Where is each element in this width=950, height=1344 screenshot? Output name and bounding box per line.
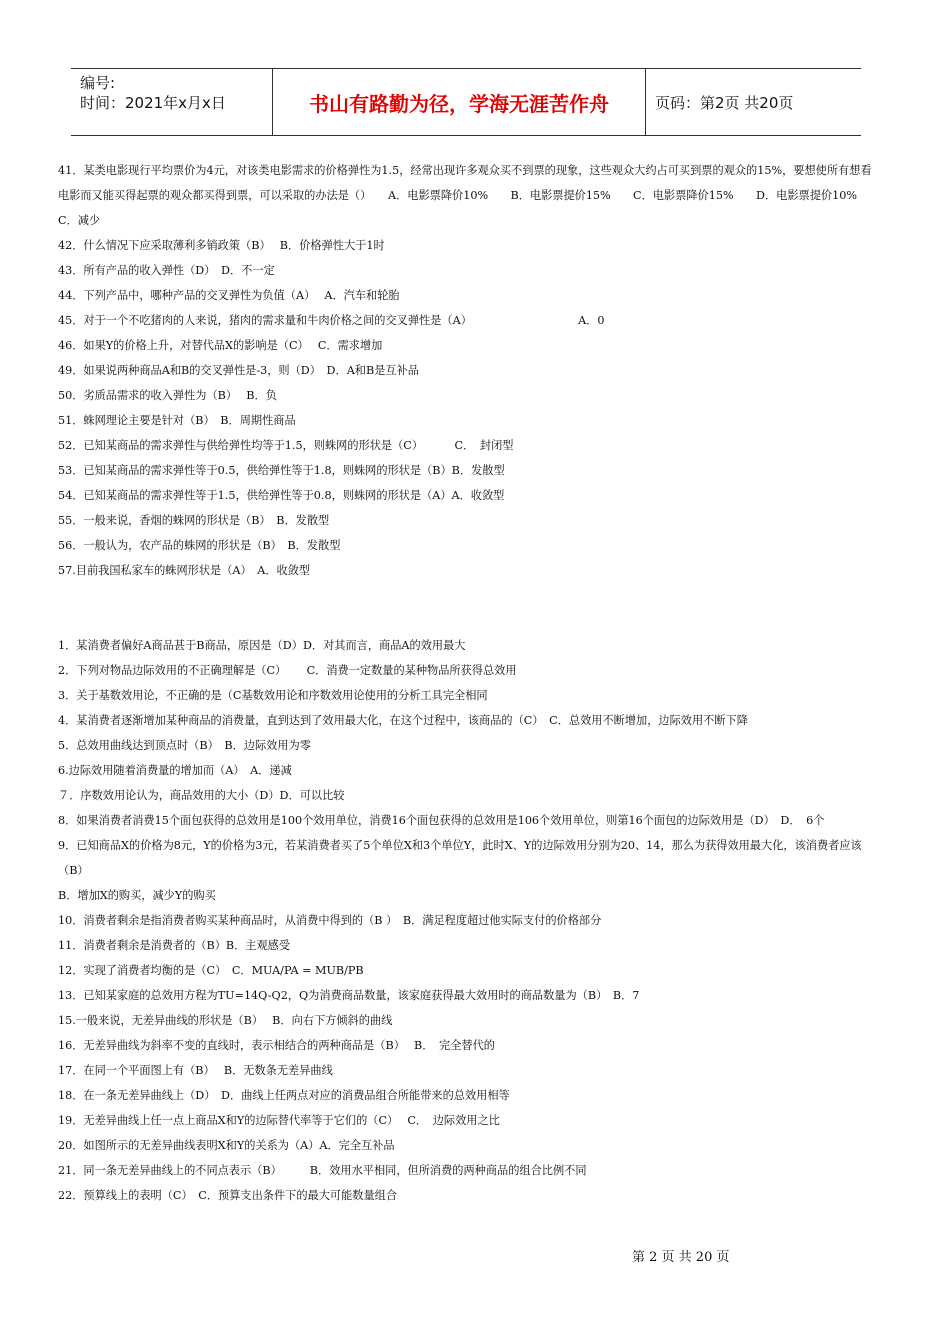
question-item: 55．一般来说，香烟的蛛网的形状是（B） B．发散型 [58,514,330,527]
question-item: 43．所有产品的收入弹性（D） D．不一定 [58,264,275,277]
question-item: ７．序数效用论认为，商品效用的大小（D）D．可以比较 [58,789,345,802]
header-info [71,69,273,135]
question-item: 45．对于一个不吃猪肉的人来说，猪肉的需求量和牛肉价格之间的交叉弹性是（A） A．0 [58,314,605,327]
page-header [71,68,861,136]
page-footer: 第 2 页 共 20 页 [632,1250,730,1265]
question-item: 9．已知商品X的价格为8元，Y的价格为3元，若某消费者买了5个单位X和3个单位Y，此时X、Y的边际效用分别为20、14，那么为获得效用最大化，该消费者应该（B） [58,839,862,877]
question-item: B．增加X的购买，减少Y的购买 [58,889,216,902]
question-item: 3．关于基数效用论，不正确的是（C基数效用论和序数效用论使用的分析工具完全相同 [58,689,488,702]
question-item: 10．消费者剩余是指消费者购买某种商品时，从消费中得到的（B ） B．满足程度超过他实际支付的价格部分 [58,914,602,927]
header-page-number: 页码：第2页 共20页 [655,93,794,112]
question-item: 15.一般来说，无差异曲线的形状是（B） B．向右下方倾斜的曲线 [58,1014,393,1027]
question-item: 42．什么情况下应采取薄利多销政策（B） B．价格弹性大于1时 [58,239,385,252]
time-label: 时间：2021年x月x日 [80,94,226,112]
question-list [58,158,880,1208]
section-gap [58,583,880,633]
question-item: 51．蛛网理论主要是针对（B） B．周期性商品 [58,414,296,427]
question-item: 52．已知某商品的需求弹性与供给弹性均等于1.5，则蛛网的形状是（C） C． 封闭型 [58,439,514,452]
question-item: 46．如果Y的价格上升，对替代品X的影响是（C） C．需求增加 [58,339,383,352]
question-item: 22．预算线上的表明（C） C．预算支出条件下的最大可能数量组合 [58,1189,398,1202]
question-item: 12．实现了消费者均衡的是（C） C．MUA/PA = MUB/PB [58,964,364,977]
question-item: 2．下列对物品边际效用的不正确理解是（C） C．消费一定数量的某种物品所获得总效用 [58,664,517,677]
question-item: 20．如图所示的无差异曲线表明X和Y的关系为（A）A．完全互补品 [58,1139,395,1152]
section-utility [58,633,880,1208]
question-item: 53．已知某商品的需求弹性等于0.5，供给弹性等于1.8，则蛛网的形状是（B）B．发散型 [58,464,505,477]
header-motto: 书山有路勤为径，学海无涯苦作舟 [273,69,646,135]
question-item: 21．同一条无差异曲线上的不同点表示（B） B．效用水平相同，但所消费的两种商品的组合比例不同 [58,1164,587,1177]
question-item: 50．劣质品需求的收入弹性为（B） B．负 [58,389,277,402]
number-label: 编号: [80,74,116,92]
question-item: 41．某类电影现行平均票价为4元，对该类电影需求的价格弹性为1.5，经常出现许多观众买不到票的现象，这些观众大约占可买到票的观众的15%，要想使所有想看电影而又能买得起票的观众都买得到票，可以采取的办法是（） A．电影票降价10% B．电影票提价15% C．电影票降价15% D．电影票提价10% C．减少 [58,164,872,227]
question-item: 17．在同一个平面图上有（B） B．无数条无差异曲线 [58,1064,333,1077]
question-item: 13．已知某家庭的总效用方程为TU=14Q-Q2，Q为消费商品数量，该家庭获得最大效用时的商品数量为（B） B．7 [58,989,640,1002]
question-item: 44．下列产品中，哪种产品的交叉弹性为负值（A） A．汽车和轮胎 [58,289,400,302]
question-item: 6.边际效用随着消费量的增加而（A） A．递减 [58,764,292,777]
question-item: 1．某消费者偏好A商品甚于B商品，原因是（D）D．对其而言，商品A的效用最大 [58,639,466,652]
question-item: 56．一般认为，农产品的蛛网的形状是（B） B．发散型 [58,539,341,552]
question-item: 54．已知某商品的需求弹性等于1.5，供给弹性等于0.8，则蛛网的形状是（A）A．收敛型 [58,489,505,502]
question-item: 11．消费者剩余是消费者的（B）B．主观感受 [58,939,291,952]
section-elasticity [58,158,880,583]
question-item: 18．在一条无差异曲线上（D） D．曲线上任两点对应的消费品组合所能带来的总效用相等 [58,1089,510,1102]
question-item: 19．无差异曲线上任一点上商品X和Y的边际替代率等于它们的（C） C． 边际效用之比 [58,1114,500,1127]
question-item: 5．总效用曲线达到顶点时（B） B．边际效用为零 [58,739,311,752]
question-item: 49．如果说两种商品A和B的交叉弹性是-3，则（D） D．A和B是互补品 [58,364,419,377]
question-item: 4．某消费者逐渐增加某种商品的消费量，直到达到了效用最大化，在这个过程中，该商品的（C） C．总效用不断增加，边际效用不断下降 [58,714,748,727]
question-item: 8．如果消费者消费15个面包获得的总效用是100个效用单位，消费16个面包获得的总效用是106个效用单位，则第16个面包的边际效用是（D） D． 6个 [58,814,825,827]
question-item: 57.目前我国私家车的蛛网形状是（A） A．收敛型 [58,564,311,577]
question-item: 16．无差异曲线为斜率不变的直线时，表示相结合的两种商品是（B） B． 完全替代的 [58,1039,495,1052]
